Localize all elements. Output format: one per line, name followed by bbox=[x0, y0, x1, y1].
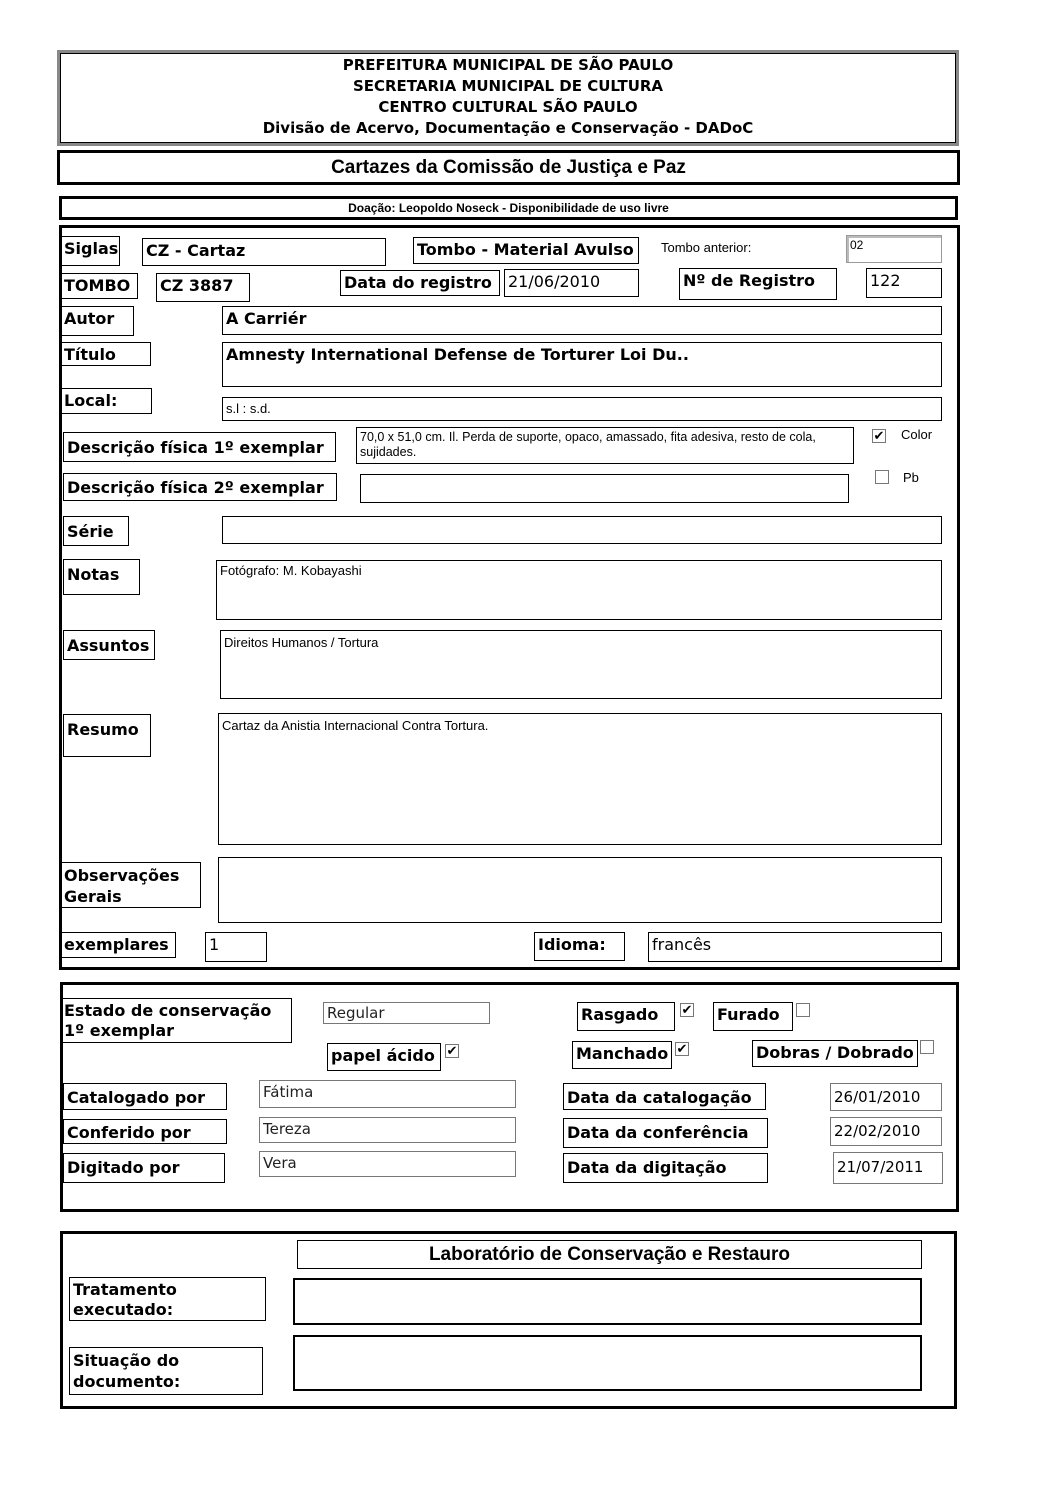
header-line-4: Divisão de Acervo, Documentação e Conservação - DADoC bbox=[262, 119, 754, 137]
tombo-anterior-field[interactable]: 02 bbox=[846, 235, 942, 263]
data-registro-field[interactable]: 21/06/2010 bbox=[504, 269, 639, 297]
rasgado-label: Rasgado bbox=[577, 1002, 675, 1031]
obs-label: Observações Gerais bbox=[60, 862, 201, 908]
titulo-field[interactable]: Amnesty International Defense de Torturer Loi Du.. bbox=[222, 342, 942, 387]
dobras-label: Dobras / Dobrado bbox=[752, 1040, 918, 1067]
data-conferencia-field[interactable]: 22/02/2010 bbox=[830, 1117, 942, 1146]
furado-checkbox[interactable] bbox=[796, 1003, 810, 1017]
pb-label: Pb bbox=[903, 470, 919, 485]
donation-note: Doação: Leopoldo Noseck - Disponibilidade de uso livre bbox=[59, 196, 958, 220]
catalogado-field[interactable]: Fátima bbox=[259, 1080, 516, 1108]
collection-title: Cartazes da Comissão de Justiça e Paz bbox=[57, 150, 960, 185]
desc1-label: Descrição física 1º exemplar bbox=[63, 432, 336, 462]
color-label: Color bbox=[901, 427, 933, 442]
tratamento-label: Tratamento executado: bbox=[69, 1277, 266, 1321]
digitado-field[interactable]: Vera bbox=[259, 1151, 516, 1177]
notas-label: Notas bbox=[63, 559, 140, 595]
papel-acido-label: papel ácido bbox=[327, 1043, 441, 1071]
assuntos-field[interactable]: Direitos Humanos / Tortura bbox=[220, 630, 942, 699]
lab-title: Laboratório de Conservação e Restauro bbox=[297, 1240, 922, 1269]
exemplares-field[interactable]: 1 bbox=[205, 932, 267, 962]
local-field[interactable]: s.l : s.d. bbox=[222, 397, 942, 421]
header-inner bbox=[60, 53, 956, 143]
manchado-checkbox[interactable]: ✔ bbox=[676, 1042, 688, 1057]
data-catalogacao-field[interactable]: 26/01/2010 bbox=[830, 1083, 942, 1111]
data-catalogacao-label: Data da catalogação bbox=[563, 1083, 766, 1110]
conferido-field[interactable]: Tereza bbox=[259, 1117, 516, 1143]
titulo-label: Título bbox=[60, 342, 151, 366]
siglas-field[interactable]: CZ - Cartaz bbox=[142, 238, 386, 266]
obs-field[interactable] bbox=[218, 857, 942, 923]
tombo-label: TOMBO bbox=[60, 273, 138, 299]
desc2-field[interactable] bbox=[360, 474, 849, 503]
estado-label: Estado de conservação 1º exemplar bbox=[60, 998, 292, 1043]
data-conferencia-label: Data da conferência bbox=[563, 1118, 768, 1148]
furado-label: Furado bbox=[713, 1002, 793, 1031]
dobras-checkbox[interactable] bbox=[920, 1040, 934, 1054]
rasgado-checkbox[interactable]: ✔ bbox=[681, 1003, 693, 1018]
n-registro-label: Nº de Registro bbox=[679, 268, 837, 300]
notas-field[interactable]: Fotógrafo: M. Kobayashi bbox=[216, 560, 942, 620]
header-line-1: PREFEITURA MUNICIPAL DE SÃO PAULO bbox=[342, 56, 674, 74]
situacao-field[interactable] bbox=[293, 1335, 922, 1391]
desc1-field[interactable]: 70,0 x 51,0 cm. Il. Perda de suporte, opaco, amassado, fita adesiva, resto de cola, sujidades. bbox=[356, 427, 854, 464]
manchado-label: Manchado bbox=[572, 1041, 672, 1069]
header-line-3: CENTRO CULTURAL SÃO PAULO bbox=[378, 98, 638, 116]
desc2-label: Descrição física 2º exemplar bbox=[63, 473, 337, 501]
situacao-label: Situação do documento: bbox=[69, 1347, 263, 1395]
idioma-label: Idioma: bbox=[534, 932, 625, 961]
header-line-2: SECRETARIA MUNICIPAL DE CULTURA bbox=[352, 77, 664, 95]
assuntos-label: Assuntos bbox=[63, 630, 155, 660]
n-registro-field[interactable]: 122 bbox=[866, 268, 942, 298]
tombo-field[interactable]: CZ 3887 bbox=[156, 273, 250, 302]
tombo-anterior-label: Tombo anterior: bbox=[661, 240, 752, 255]
data-digitacao-label: Data da digitação bbox=[563, 1153, 768, 1183]
idioma-field[interactable]: francês bbox=[648, 932, 942, 962]
estado-field[interactable]: Regular bbox=[323, 1002, 490, 1024]
local-label: Local: bbox=[60, 388, 152, 414]
autor-field[interactable]: A Carriér bbox=[222, 306, 942, 335]
serie-label: Série bbox=[63, 516, 129, 546]
data-registro-label: Data do registro bbox=[340, 270, 500, 296]
resumo-label: Resumo bbox=[63, 714, 151, 757]
tratamento-field[interactable] bbox=[293, 1278, 922, 1325]
resumo-field[interactable]: Cartaz da Anistia Internacional Contra Tortura. bbox=[218, 713, 942, 845]
conferido-label: Conferido por bbox=[63, 1119, 227, 1144]
siglas-label: Siglas bbox=[60, 236, 120, 266]
color-checkbox[interactable]: ✔ bbox=[873, 429, 885, 444]
data-digitacao-field[interactable]: 21/07/2011 bbox=[833, 1152, 943, 1184]
tombo-material-label: Tombo - Material Avulso bbox=[413, 237, 639, 264]
pb-checkbox[interactable] bbox=[875, 470, 889, 484]
exemplares-label: exemplares bbox=[60, 932, 176, 958]
serie-field[interactable] bbox=[222, 516, 942, 544]
catalogado-label: Catalogado por bbox=[63, 1083, 227, 1110]
autor-label: Autor bbox=[60, 306, 134, 336]
papel-acido-checkbox[interactable]: ✔ bbox=[446, 1044, 458, 1059]
digitado-label: Digitado por bbox=[63, 1153, 225, 1183]
